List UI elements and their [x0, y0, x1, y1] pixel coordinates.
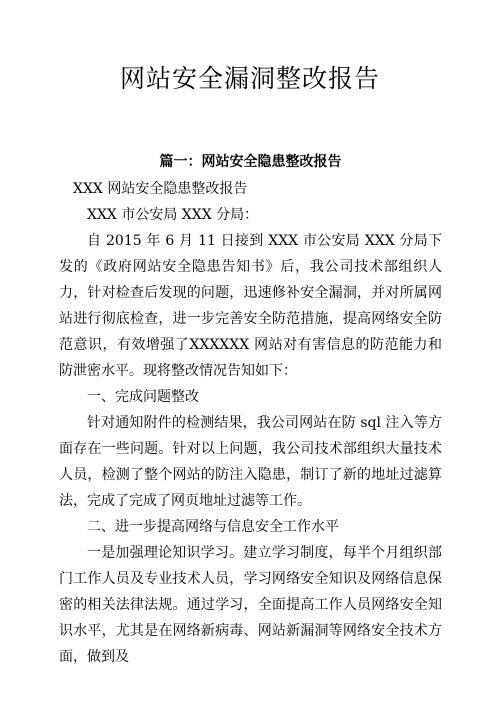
document-title: 网站安全漏洞整改报告 [119, 64, 380, 93]
section-subtitle: 篇一：网站安全隐患整改报告 [159, 154, 342, 170]
section-paragraph-2: 一是加强理论知识学习。建立学习制度，每半个月组织部门工作人员及专业技术人员，学习网络安全知识及网络信息保密的相关法律法规。通过学习，全面提高工作人员网络安全知识水平，尤其是在网络新病毒、网站新漏洞等网络安全技术方面，做到及 [59, 545, 442, 665]
recipient-line: XXX 市公安局 XXX 分局： [87, 207, 259, 223]
document-body [59, 149, 442, 670]
section-paragraph-1: 针对通知附件的检测结果，我公司网站在防 sql 注入等方面存在一些问题。针对以上问题，我公司技术部组织大量技术人员，检测了整个网站的防注入隐患，制订了新的地址过滤算法，完成了完成了网页地址过滤等工作。 [59, 415, 442, 509]
section-heading-2: 二、进一步提高网络与信息安全工作水平 [87, 519, 339, 535]
report-name-line: XXX 网站安全隐患整改报告 [73, 181, 248, 197]
intro-paragraph: 自 2015 年 6 月 11 日接到 XXX 市公安局 XXX 分局下发的《政府网站安全隐患告知书》后，我公司技术部组织人力，针对检查后发现的问题，迅速修补安全漏洞，并对所属网站进行彻底检查，进一步完善安全防范措施，提高网络安全防范意识，有效增强了XXXXXX 网站对有害信息的防范能力和防泄密水平。现将整改情况告知如下： [59, 233, 442, 379]
section-heading-1: 一、完成问题整改 [87, 389, 199, 405]
